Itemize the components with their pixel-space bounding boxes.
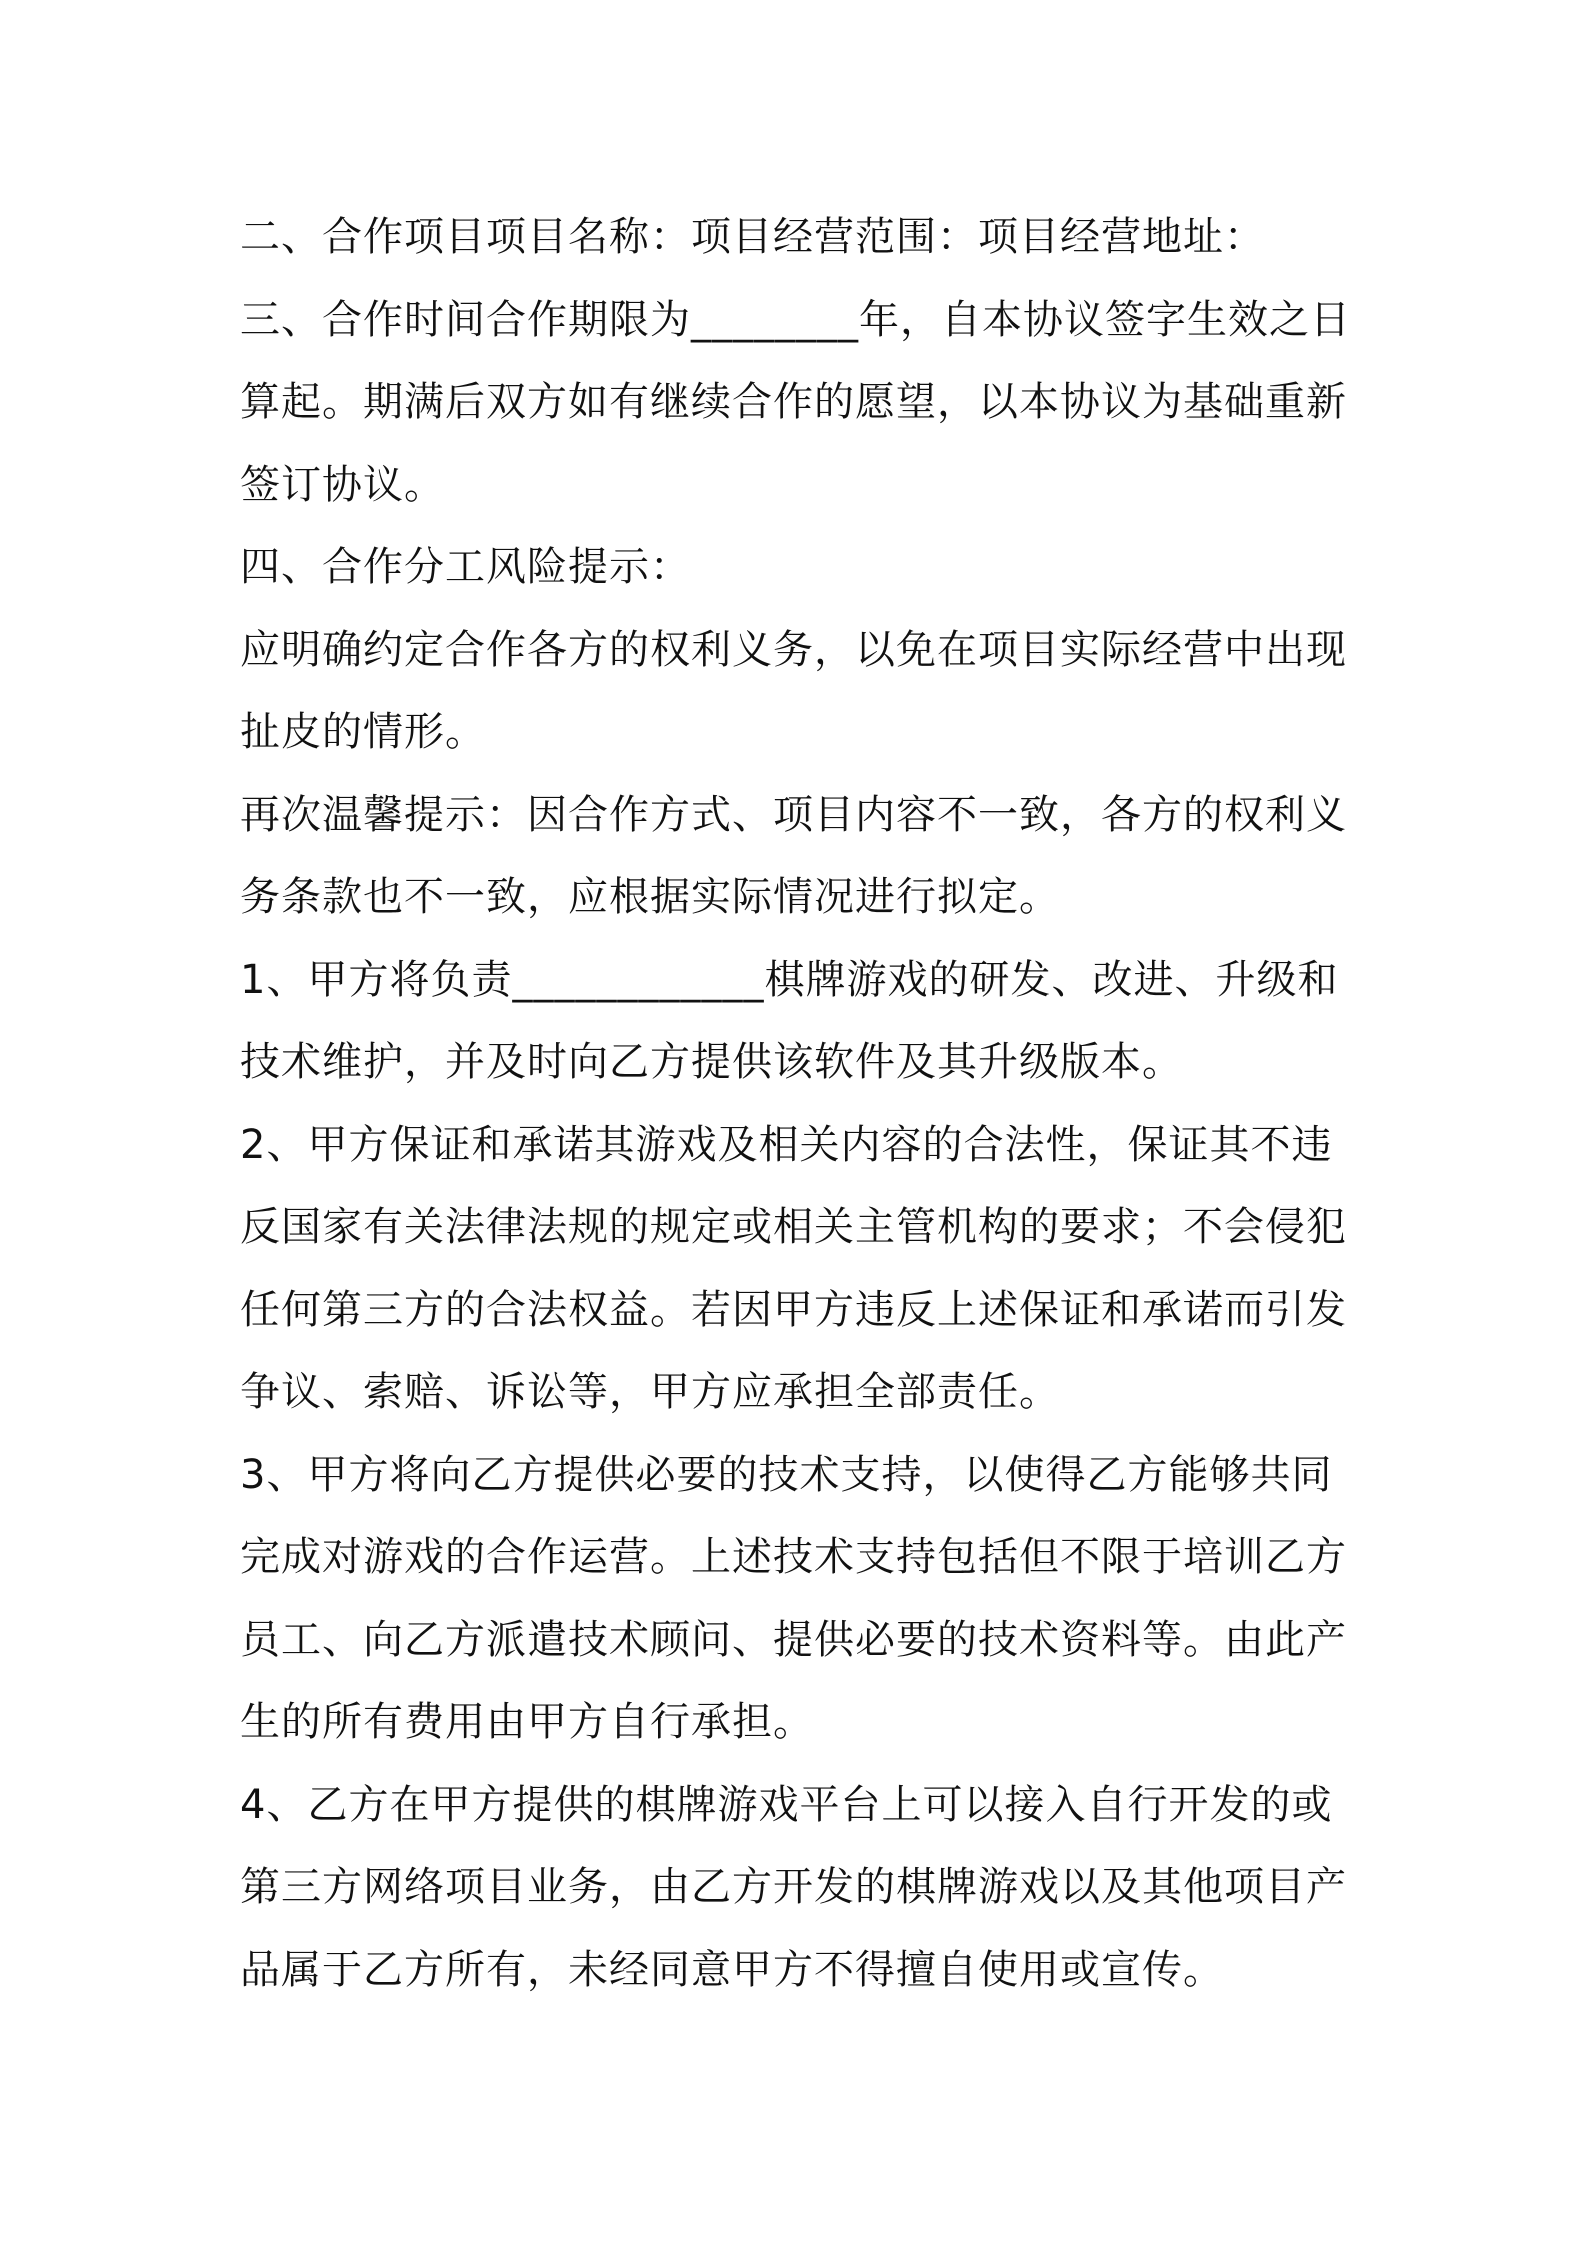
clause-4: 4、乙方在甲方提供的棋牌游戏平台上可以接入自行开发的或第三方网络项目业务，由乙方开发的棋牌游戏以及其他项目产品属于乙方所有，未经同意甲方不得擅自使用或宣传。	[240, 1781, 1347, 1993]
reminder-paragraph: 再次温馨提示：因合作方式、项目内容不一致，各方的权利义务条款也不一致，应根据实际情况进行拟定。	[240, 791, 1347, 920]
section-4-heading: 四、合作分工风险提示：	[240, 544, 691, 590]
document-body	[240, 196, 1370, 2011]
clause-1: 1、甲方将负责____________棋牌游戏的研发、改进、升级和技术维护，并及时向乙方提供该软件及其升级版本。	[240, 956, 1339, 1085]
section-3-cooperation-period: 三、合作时间合作期限为________年，自本协议签字生效之日算起。期满后双方如有继续合作的愿望，以本协议为基础重新签订协议。	[240, 296, 1351, 508]
clause-3: 3、甲方将向乙方提供必要的技术支持，以使得乙方能够共同完成对游戏的合作运营。上述技术支持包括但不限于培训乙方员工、向乙方派遣技术顾问、提供必要的技术资料等。由此产生的所有费用由甲方自行承担。	[240, 1451, 1347, 1745]
section-2-heading: 二、合作项目项目名称：项目经营范围：项目经营地址：	[240, 214, 1265, 260]
clause-2: 2、甲方保证和承诺其游戏及相关内容的合法性，保证其不违反国家有关法律法规的规定或相关主管机构的要求；不会侵犯任何第三方的合法权益。若因甲方违反上述保证和承诺而引发争议、索赔、诉讼等，甲方应承担全部责任。	[240, 1121, 1347, 1415]
risk-note-paragraph: 应明确约定合作各方的权利义务，以免在项目实际经营中出现扯皮的情形。	[240, 626, 1347, 755]
